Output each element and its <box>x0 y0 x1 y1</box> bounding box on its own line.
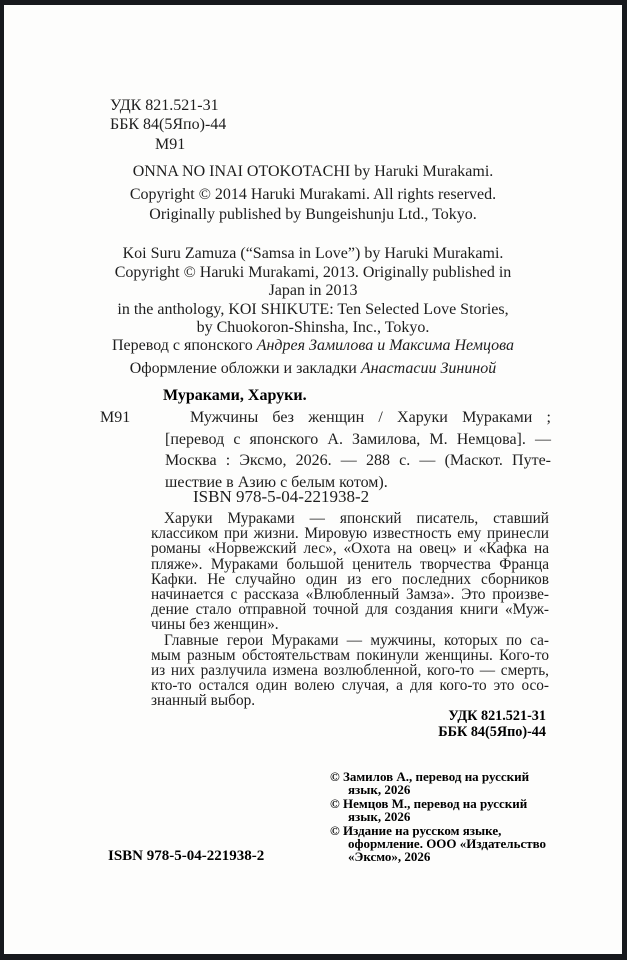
annotation-line: чины без женщин». <box>151 616 279 634</box>
copyright-line: «Эксмо», 2026 <box>348 849 431 865</box>
anthology-publisher-line: by Chuokoron-Shinsha, Inc., Tokyo. <box>196 319 430 337</box>
copyright-line: © Немцов М., перевод на русский <box>330 795 528 811</box>
copyright-block <box>330 770 550 864</box>
top-catalog-codes <box>110 96 226 154</box>
copyright-line: оформление. ООО «Издательство <box>348 836 547 852</box>
annotation-paragraph-2 <box>151 633 549 709</box>
annotation-block <box>151 511 549 709</box>
annotation-paragraph-1 <box>151 511 549 633</box>
design-credit <box>4 357 622 380</box>
copyright-line: © Замилов А., перевод на русский <box>330 769 530 784</box>
publisher-line: Originally published by Bungeishunju Ltd., Tokyo. <box>149 206 477 223</box>
copyright-line: Copyright © Haruki Murakami, 2013. Originally published in <box>114 263 512 281</box>
copyright-entry <box>330 770 550 797</box>
translation-credit-prefix: Перевод с японского <box>112 337 257 354</box>
anthology-line: in the anthology, KOI SHIKUTE: Ten Selected Love Stories, <box>117 300 509 318</box>
bbk-code-bottom: ББК 84(5Япо)-44 <box>438 723 546 740</box>
copyright-line: Copyright © 2014 Haruki Murakami. All rights reserved. <box>129 185 497 203</box>
annotation-line: романы «Норвежский лес», «Охота на овец» и «Кафка на <box>151 540 549 558</box>
annotation-line: дение стало отправной точной для создания книги «Муж- <box>151 601 549 619</box>
designer-name: Анастасии Зининой <box>360 360 497 377</box>
udk-code: УДК 821.521-31 <box>110 97 219 114</box>
annotation-line: знанный выбор. <box>151 692 256 710</box>
bbk-code: ББК 84(5Япо)-44 <box>110 116 227 134</box>
catalog-line: шествие в Азию с белым котом). <box>165 473 388 491</box>
translation-credit <box>4 334 622 357</box>
annotation-line: начинается с рассказа «Влюбленный Замза». Это произве- <box>151 586 549 604</box>
author-sign-code: М91 <box>155 135 186 153</box>
catalog-entry <box>165 407 551 493</box>
annotation-line: мым разным обстоятельствам покинули женщины. Кого-то <box>151 646 549 664</box>
credits-block <box>4 334 622 380</box>
copyright-line: язык, 2026 <box>348 809 411 825</box>
annotation-line: из них разлучила измена возлюбленной, кого-то — смерть, <box>151 662 549 680</box>
copyright-entry <box>330 824 550 864</box>
annotation-line: Кафки. Не случайно один из его последних сборников <box>151 570 549 588</box>
english-copyright-block-2 <box>4 245 622 338</box>
annotation-line: кто-то остался один волею случая, а для кого-то это осо- <box>151 677 549 695</box>
translator-names: Андрея Замилова и Максима Немцова <box>256 337 514 354</box>
isbn-number: ISBN 978-5-04-221938-2 <box>193 487 370 506</box>
annotation-line: пляже». Мураками большой ценитель творчества Франца <box>151 555 549 573</box>
catalog-line: Мужчины без женщин / Харуки Мураками ; <box>190 409 551 426</box>
copyright-line: Japan in 2013 <box>268 282 358 300</box>
story-title-line: Koi Suru Zamuza (“Samsa in Love”) by Haruki Murakami. <box>122 245 504 262</box>
english-copyright-block-1 <box>4 162 622 226</box>
udk-code-bottom: УДК 821.521-31 <box>448 708 546 724</box>
catalog-line: [перевод с японского А. Замилова, М. Немцова]. — <box>165 430 551 448</box>
catalog-line: Москва : Эксмо, 2026. — 288 с. — (Маскот. Путе- <box>165 452 551 469</box>
original-title-line: ONNA NO INAI OTOKOTACHI by Haruki Murakami. <box>132 163 494 180</box>
annotation-line: Главные герои Мураками — мужчины, которых по са- <box>164 631 549 649</box>
catalog-code: М91 <box>100 409 131 426</box>
catalog-author-header: Мураками, Харуки. <box>163 387 307 404</box>
annotation-line: классиком при жизни. Мировую известность ему принесли <box>151 525 549 543</box>
copyright-line: язык, 2026 <box>348 782 411 798</box>
bottom-catalog-codes <box>438 709 546 740</box>
copyright-entry <box>330 797 550 824</box>
copyright-line: © Издание на русском языке, <box>330 822 502 838</box>
annotation-line: Харуки Мураками — японский писатель, ставший <box>164 510 549 527</box>
design-credit-prefix: Оформление обложки и закладки <box>129 360 361 377</box>
isbn-number-bottom: ISBN 978-5-04-221938-2 <box>108 848 265 864</box>
